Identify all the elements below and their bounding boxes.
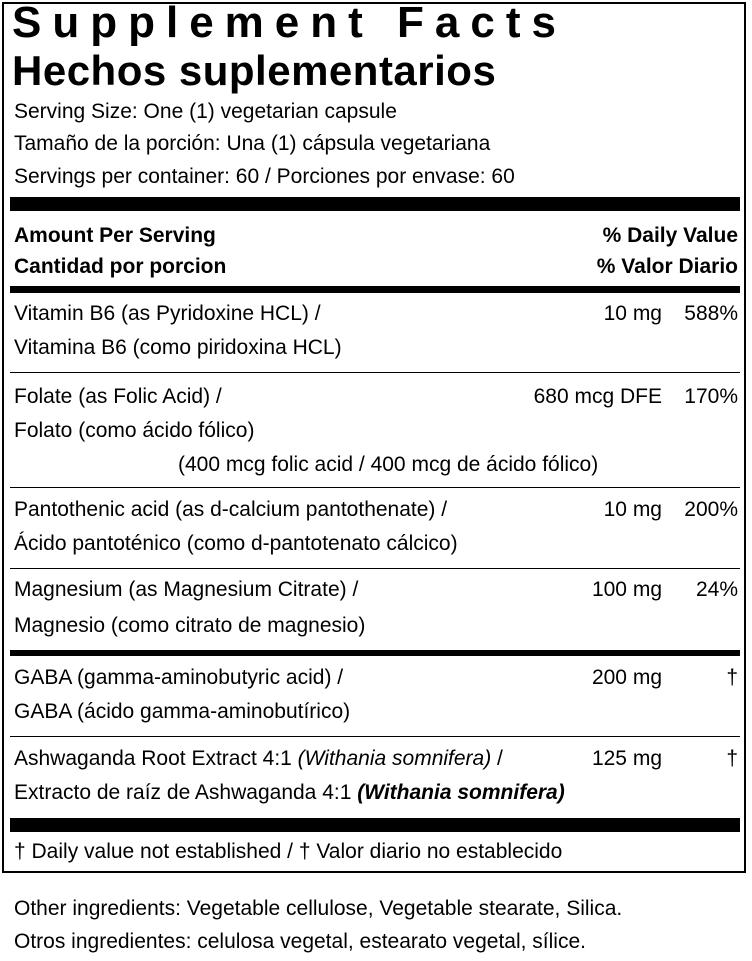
nutrient-daily-value: 170% xyxy=(684,385,738,408)
daily-value-es: % Valor Diario xyxy=(596,255,738,278)
ingredient-amount: 200 mg xyxy=(591,666,662,689)
ingredient-daily-value: † xyxy=(726,666,738,689)
ingredient-name-es: GABA (ácido gamma-aminobutírico) xyxy=(14,700,351,723)
nutrient-name-es: Ácido pantoténico (como d-pantotenato cálcico) xyxy=(14,532,458,555)
ingredient-amount: 125 mg xyxy=(591,747,662,770)
ingredient-name-es xyxy=(14,781,565,805)
thick-divider xyxy=(10,197,740,211)
medium-divider xyxy=(10,650,740,656)
nutrient-daily-value: 588% xyxy=(684,302,738,325)
medium-divider xyxy=(10,286,740,293)
serving-size-es: Tamaño de la porción: Una (1) cápsula vegetariana xyxy=(14,132,491,155)
nutrient-name-en: Folate (as Folic Acid) / xyxy=(14,385,222,408)
thick-divider xyxy=(10,818,740,832)
nutrient-name-en: Magnesium (as Magnesium Citrate) / xyxy=(14,578,359,601)
title-english: Supplement Facts xyxy=(12,0,567,47)
ingredient-name-en: GABA (gamma-aminobutyric acid) / xyxy=(14,666,344,689)
title-spanish: Hechos suplementarios xyxy=(12,47,497,94)
amount-per-serving-en: Amount Per Serving xyxy=(14,224,216,247)
other-ingredients-es: Otros ingredientes: celulosa vegetal, estearato vegetal, sílice. xyxy=(14,930,586,953)
nutrient-detail: (400 mcg folic acid / 400 mcg de ácido fólico) xyxy=(178,453,599,476)
nutrient-amount: 100 mg xyxy=(591,578,662,601)
latin-name: (Withania somnifera) xyxy=(297,747,492,770)
amount-per-serving-es: Cantidad por porcion xyxy=(14,255,227,278)
nutrient-name-es: Vitamina B6 (como piridoxina HCL) xyxy=(14,336,342,359)
nutrient-daily-value: 200% xyxy=(684,498,738,521)
row-divider xyxy=(10,487,740,488)
nutrient-amount: 10 mg xyxy=(603,302,662,325)
nutrient-name-es: Folato (como ácido fólico) xyxy=(14,419,255,442)
nutrient-name-en: Vitamin B6 (as Pyridoxine HCL) / xyxy=(14,302,321,325)
other-ingredients-en: Other ingredients: Vegetable cellulose, Vegetable stearate, Silica. xyxy=(14,897,623,920)
nutrient-name-es: Magnesio (como citrato de magnesio) xyxy=(14,614,366,637)
row-divider xyxy=(10,736,740,737)
servings-per-container: Servings per container: 60 / Porciones por envase: 60 xyxy=(14,165,515,188)
nutrient-daily-value: 24% xyxy=(695,578,738,601)
row-divider xyxy=(10,372,740,373)
latin-name: (Withania somnifera) xyxy=(357,781,565,804)
nutrient-amount: 10 mg xyxy=(603,498,662,521)
serving-size-en: Serving Size: One (1) vegetarian capsule xyxy=(14,100,397,123)
row-divider xyxy=(10,568,740,569)
footnote: † Daily value not established / † Valor diario no establecido xyxy=(14,840,563,863)
supplement-facts-panel xyxy=(2,2,746,873)
ingredient-name-part: Extracto de raíz de Ashwaganda 4:1 xyxy=(14,781,358,804)
ingredient-name-part: / xyxy=(491,747,503,770)
daily-value-en: % Daily Value xyxy=(602,224,738,247)
ingredient-name-part: Ashwaganda Root Extract 4:1 xyxy=(14,747,298,770)
ingredient-name-en xyxy=(14,747,503,771)
nutrient-amount: 680 mcg DFE xyxy=(533,385,662,408)
nutrient-name-en: Pantothenic acid (as d-calcium pantothenate) / xyxy=(14,498,448,521)
ingredient-daily-value: † xyxy=(726,747,738,770)
